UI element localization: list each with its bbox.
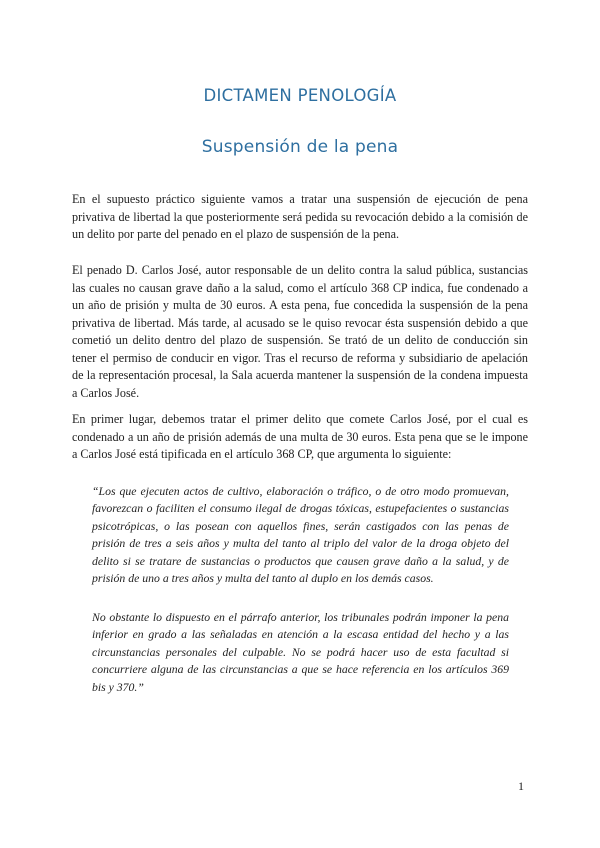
quote-article-368-part2: No obstante lo dispuesto en el párrafo anterior, los tribunales podrán imponer la pena inferior en grado a las señaladas en atención a la escasa entidad del hecho y a las circunstancias personales del culpable. No se podrá hacer uso de esta facultad si concurriere alguna de las circunstancias a que se hace referencia en los artículos 369 bis y 370.”: [92, 611, 509, 694]
paragraph-intro: En el supuesto práctico siguiente vamos a tratar una suspensión de ejecución de pena privativa de libertad la que posteriormente será pedida su revocación debido a la comisión de un delito por parte del penado en el plazo de suspensión de la pena.: [72, 192, 528, 241]
document-title: DICTAMEN PENOLOGÍA: [203, 86, 397, 105]
paragraph-facts: El penado D. Carlos José, autor responsable de un delito contra la salud pública, sustancias las cuales no causan grave daño a la salud, como el artículo 368 CP indica, fue condenado a un año de prisión y multa de 30 euros. A esta pena, fue concedida la suspensión de la pena privativa de libertad. Más tarde, al acusado se le quiso revocar ésta suspensión debido a que cometió un delito dentro del plazo de suspensión. Se trató de un delito de conducción sin tener el permiso de conducir en vigor. Tras el recurso de reforma y subsidiario de apelación de la representación procesal, la Sala acuerda mantener la suspensión de la condena impuesta a Carlos José.: [72, 263, 528, 400]
document-subtitle: Suspensión de la pena: [201, 137, 399, 157]
paragraph-analysis: En primer lugar, debemos tratar el primer delito que comete Carlos José, por el cual es condenado a un año de prisión además de una multa de 30 euros. Esta pena que se le impone a Carlos José está tipificada en el artículo 368 CP, que argumenta lo siguiente:: [72, 412, 528, 461]
page-number: 1: [518, 779, 524, 793]
quote-article-368-part1: “Los que ejecuten actos de cultivo, elaboración o tráfico, o de otro modo promuevan, favorezcan o faciliten el consumo ilegal de drogas tóxicas, estupefacientes o sustancias psicotrópicas, o las posean con aquellos fines, serán castigados con las penas de prisión de tres a seis años y multa del tanto al triplo del valor de la droga objeto del delito si se tratare de sustancias o productos que causen grave daño a la salud, y de prisión de uno a tres años y multa del tanto al duplo en los demás casos.: [92, 485, 509, 586]
